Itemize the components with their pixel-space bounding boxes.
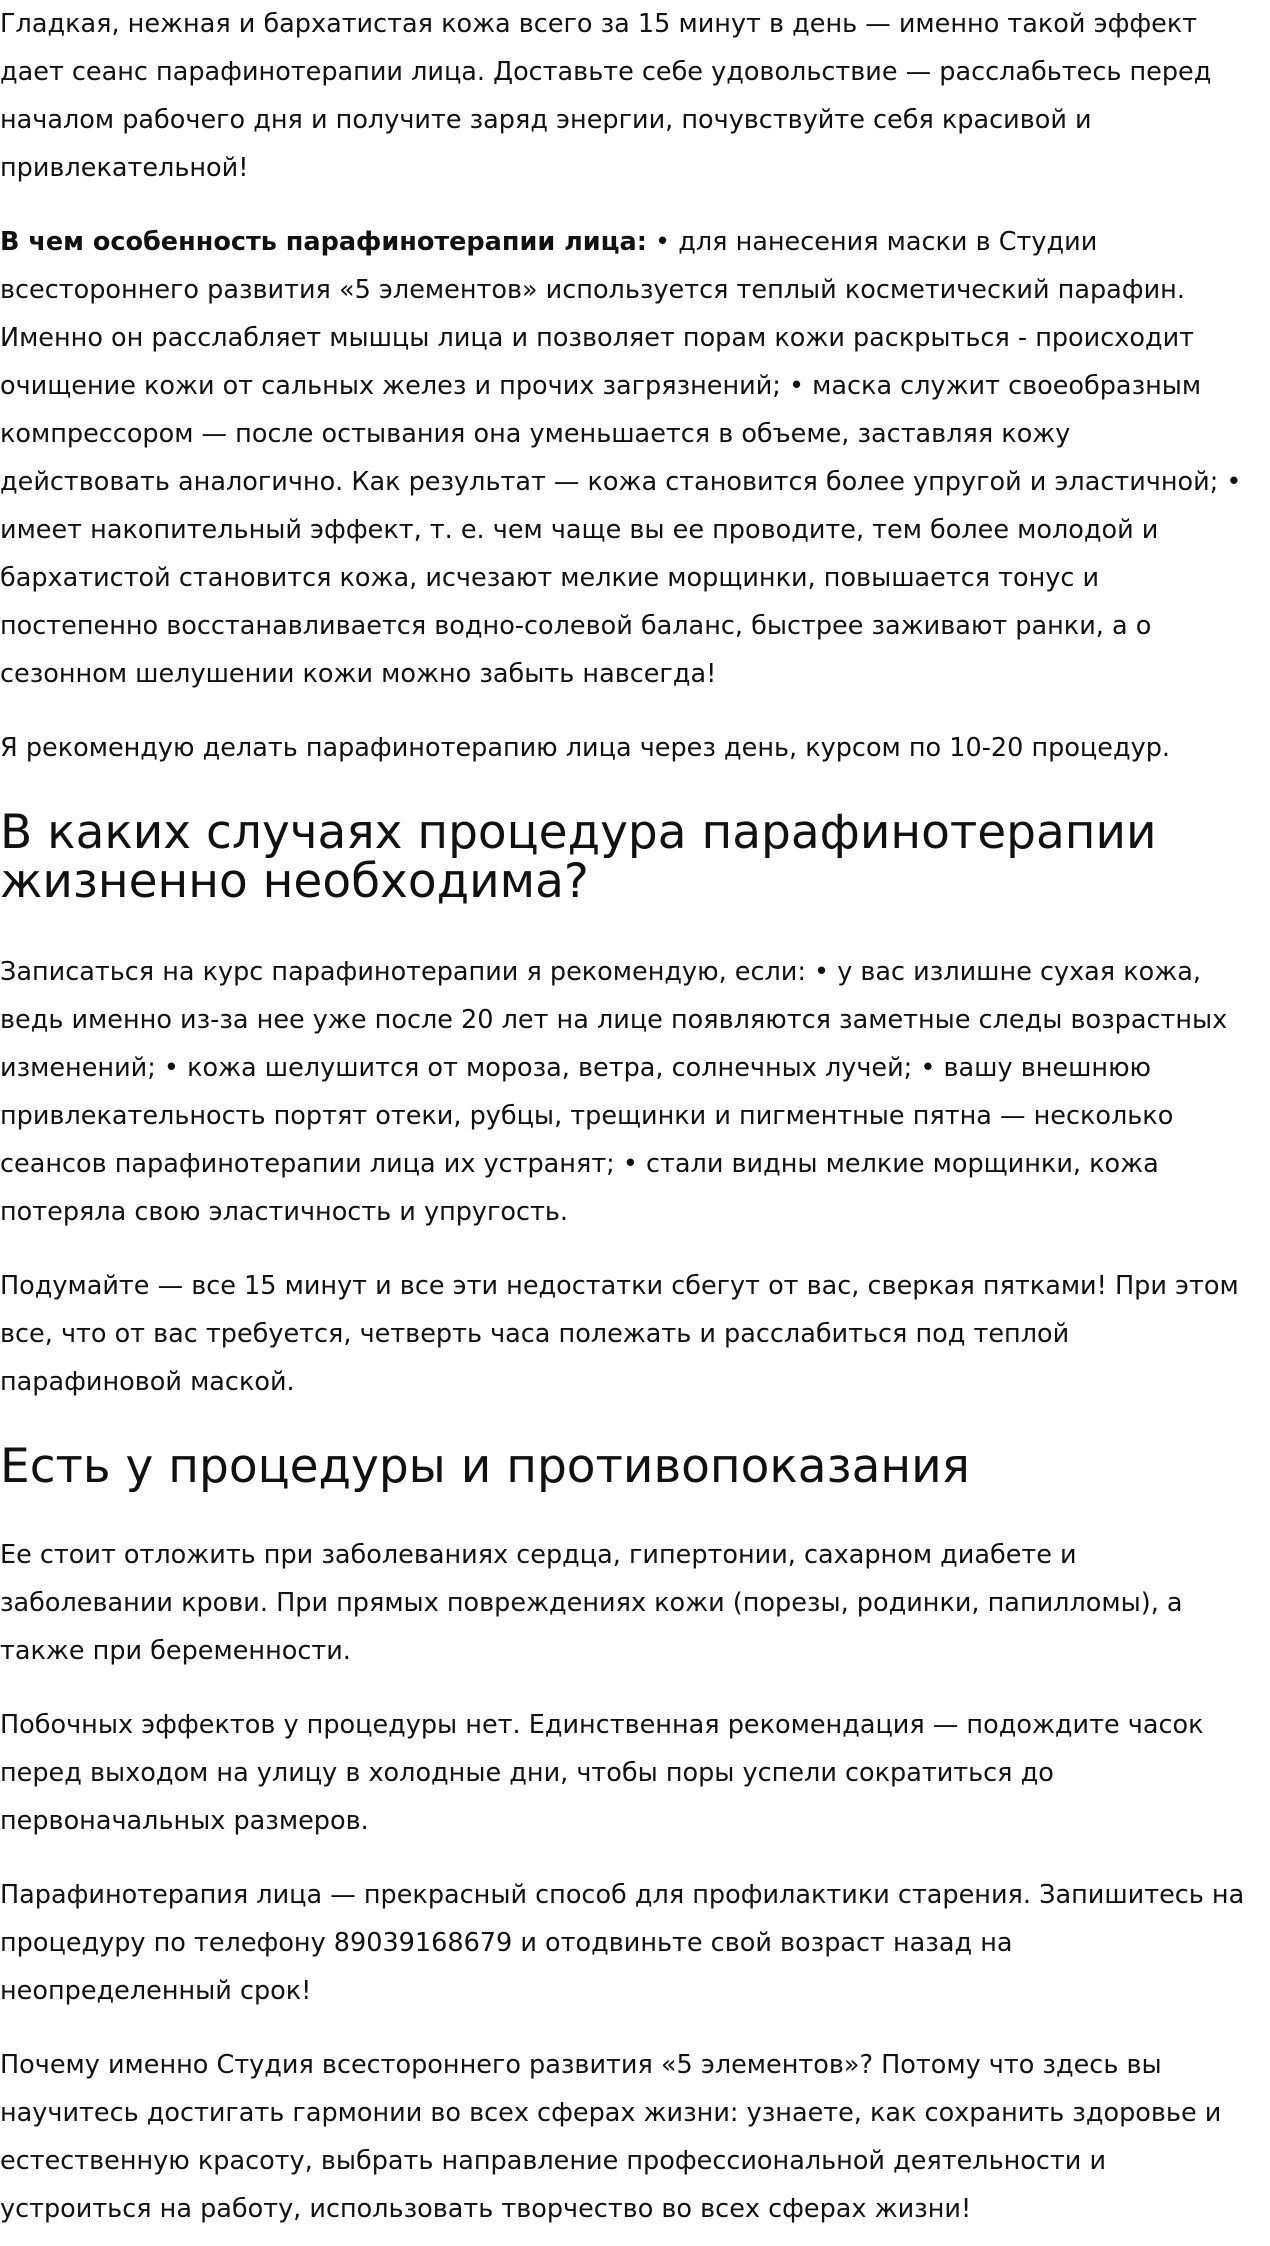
section-heading-indications: В каких случаях процедура парафинотерапии жизненно необходима?	[0, 805, 1157, 909]
features-paragraph	[0, 218, 1270, 698]
recommendation-paragraph: Я рекомендую делать парафинотерапию лица через день, курсом по 10-20 процедур.	[0, 733, 1170, 763]
signup-paragraph: Парафинотерапия лица — прекрасный способ для профилактики старения. Запишитесь на процедуру по телефону 89039168679 и отодвиньте свой возраст назад на неопределенный срок!	[0, 1880, 1245, 2006]
intro-paragraph: Гладкая, нежная и бархатистая кожа всего за 15 минут в день — именно такой эффект дает сеанс парафинотерапии лица. Доставьте себе удовольствие — расслабьтесь перед началом рабочего дня и получите заряд энергии, почувствуйте себя красивой и привлекательной!	[0, 9, 1212, 183]
section-heading-contraindications: Есть у процедуры и противопоказания	[0, 1439, 970, 1494]
indications-paragraph: Записаться на курс парафинотерапии я рекомендую, если: • у вас излишне сухая кожа, ведь именно из-за нее уже после 20 лет на лице появляются заметные следы возрастных изменений; • кожа шелушится от мороза, ветра, солнечных лучей; • вашу внешнюю привлекательность портят отеки, рубцы, трещинки и пигментные пятна — несколько сеансов парафинотерапии лица их устранят; • стали видны мелкие морщинки, кожа потеряла свою эластичность и упругость.	[0, 957, 1228, 1227]
studio-paragraph: Почему именно Студия всестороннего развития «5 элементов»? Потому что здесь вы научитесь достигать гармонии во всех сферах жизни: узнаете, как сохранить здоровье и естественную красоту, выбрать направление профессиональной деятельности и устроиться на работу, использовать творчество во всех сферах жизни!	[0, 2050, 1222, 2224]
think-paragraph: Подумайте — все 15 минут и все эти недостатки сбегут от вас, сверкая пятками! При этом все, что от вас требуется, четверть часа полежать и расслабиться под теплой парафиновой маской.	[0, 1271, 1239, 1397]
features-lead: В чем особенность парафинотерапии лица:	[0, 227, 647, 257]
features-text: • для нанесения маски в Студии всестороннего развития «5 элементов» используется теплый косметический парафин. Именно он расслабляет мышцы лица и позволяет порам кожи раскрыться - происходит очищение кожи от сальных желез и прочих загрязнений; • маска служит своеобразным компрессором — после остывания она уменьшается в объеме, заставляя кожу действовать аналогично. Как результат — кожа становится более упругой и эластичной; • имеет накопительный эффект, т. е. чем чаще вы ее проводите, тем более молодой и бархатистой становится кожа, исчезают мелкие морщинки, повышается тонус и постепенно восстанавливается водно-солевой баланс, быстрее заживают ранки, а о сезонном шелушении кожи можно забыть навсегда!	[0, 227, 1242, 689]
contraindications-paragraph: Ее стоит отложить при заболеваниях сердца, гипертонии, сахарном диабете и заболевании крови. При прямых повреждениях кожи (порезы, родинки, папилломы), а также при беременности.	[0, 1540, 1183, 1666]
side-effects-paragraph: Побочных эффектов у процедуры нет. Единственная рекомендация — подождите часок перед выходом на улицу в холодные дни, чтобы поры успели сократиться до первоначальных размеров.	[0, 1710, 1204, 1836]
